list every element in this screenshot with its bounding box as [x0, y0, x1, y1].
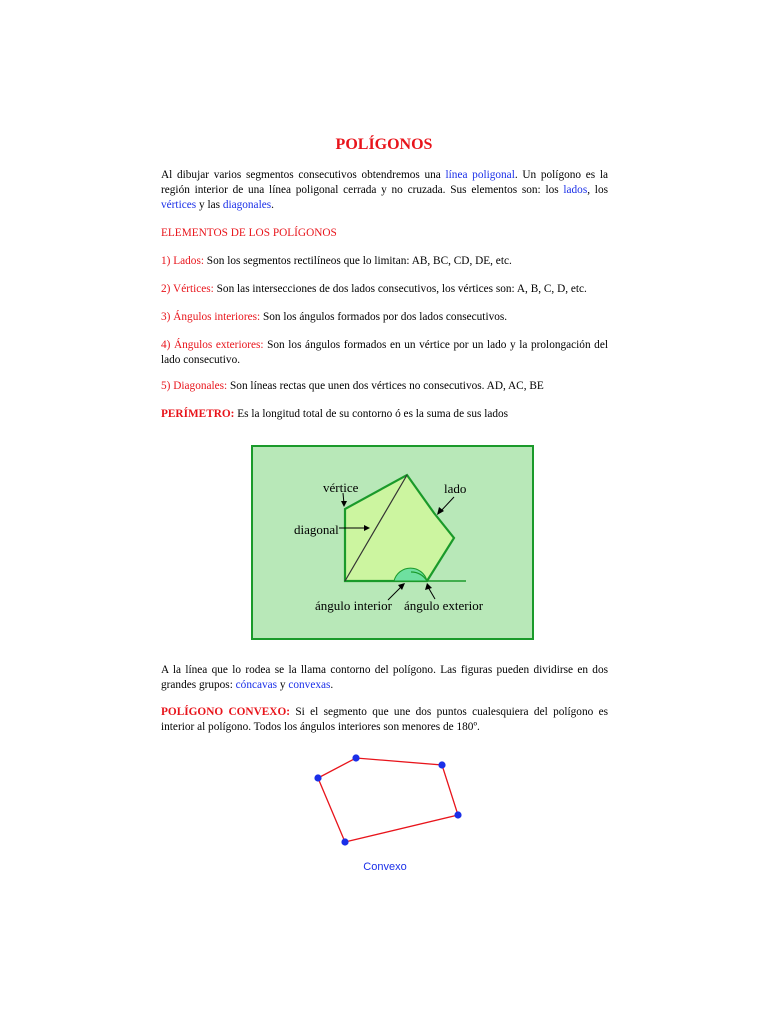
link-convexas[interactable]: convexas — [288, 679, 331, 691]
contorno-text: A la línea que lo rodea se la llama contorno del polígono. Las figuras pueden dividirse en dos grandes grupos: — [161, 664, 608, 691]
intro-text: . — [271, 199, 274, 211]
item-text: Son líneas rectas que unen dos vértices no consecutivos. AD, AC, BE — [227, 380, 544, 392]
item-text: Son las intersecciones de dos lados consecutivos, los vértices son: A, B, C, D, etc. — [213, 283, 587, 295]
label-angulo-exterior: ángulo exterior — [404, 598, 484, 613]
intro-paragraph — [161, 168, 608, 213]
intro-text: , los — [587, 184, 608, 196]
vertex-dot — [314, 774, 321, 781]
convex-polygon-figure — [300, 745, 480, 855]
vertex-dot — [454, 811, 461, 818]
label-diagonal: diagonal — [294, 522, 339, 537]
vertex-dot — [352, 754, 359, 761]
item-label[interactable]: 5) Diagonales: — [161, 380, 228, 392]
contorno-text: . — [330, 679, 334, 691]
item-angulos-exteriores — [161, 338, 608, 368]
intro-text: y las — [196, 199, 223, 211]
perimetro-label: PERÍMETRO: — [161, 408, 235, 420]
link-lados[interactable]: lados — [563, 184, 588, 196]
item-text: Son los segmentos rectilíneos que lo limitan: AB, BC, CD, DE, etc. — [203, 255, 512, 267]
link-vertices[interactable]: vértices — [161, 199, 197, 211]
item-angulos-interiores — [161, 310, 608, 325]
label-lado: lado — [444, 481, 467, 496]
item-label[interactable]: 3) Ángulos interiores: — [161, 311, 261, 323]
link-linea-poligonal[interactable]: línea poligonal — [445, 169, 515, 181]
intro-text: . Un polígono es la región interior de una línea poligonal cerrada y no cruzada. Sus elementos son: los — [161, 169, 608, 196]
page-title: POLÍGONOS — [335, 136, 433, 153]
item-lados — [161, 254, 608, 269]
link-diagonales[interactable]: diagonales — [222, 199, 272, 211]
convexo-paragraph — [161, 705, 608, 735]
elements-heading: ELEMENTOS DE LOS POLÍGONOS — [161, 227, 337, 239]
perimetro-text: Es la longitud total de su contorno ó es la suma de sus lados — [234, 408, 509, 420]
vertex-dot — [438, 761, 445, 768]
perimetro-paragraph — [161, 407, 608, 422]
convexo-label: POLÍGONO CONVEXO: — [161, 706, 290, 718]
item-text: Son los ángulos formados por dos lados consecutivos. — [260, 311, 508, 323]
vertex-dot — [341, 838, 348, 845]
contorno-text: y — [277, 679, 289, 691]
contorno-paragraph — [161, 663, 608, 693]
polygon-elements-figure — [251, 445, 534, 640]
item-vertices — [161, 282, 608, 297]
item-text: Son los ángulos formados en un vértice por un lado y la prolongación del lado consecutivo. — [161, 339, 608, 366]
convexo-text: Si el segmento que une dos puntos cualesquiera del polígono es interior al polígono. Todos los ángulos interiores son menores de 180º. — [161, 706, 608, 733]
item-label[interactable]: 4) Ángulos exteriores: — [161, 339, 264, 351]
convex-caption: Convexo — [363, 861, 407, 873]
link-concavas[interactable]: cóncavas — [235, 679, 278, 691]
item-label[interactable]: 1) Lados: — [161, 255, 204, 267]
label-vertice: vértice — [323, 480, 359, 495]
intro-text: Al dibujar varios segmentos consecutivos obtendremos una — [161, 169, 446, 181]
label-angulo-interior: ángulo interior — [315, 598, 392, 613]
item-label[interactable]: 2) Vértices: — [161, 283, 214, 295]
item-diagonales — [161, 379, 608, 394]
convex-polygon-shape — [318, 758, 458, 842]
